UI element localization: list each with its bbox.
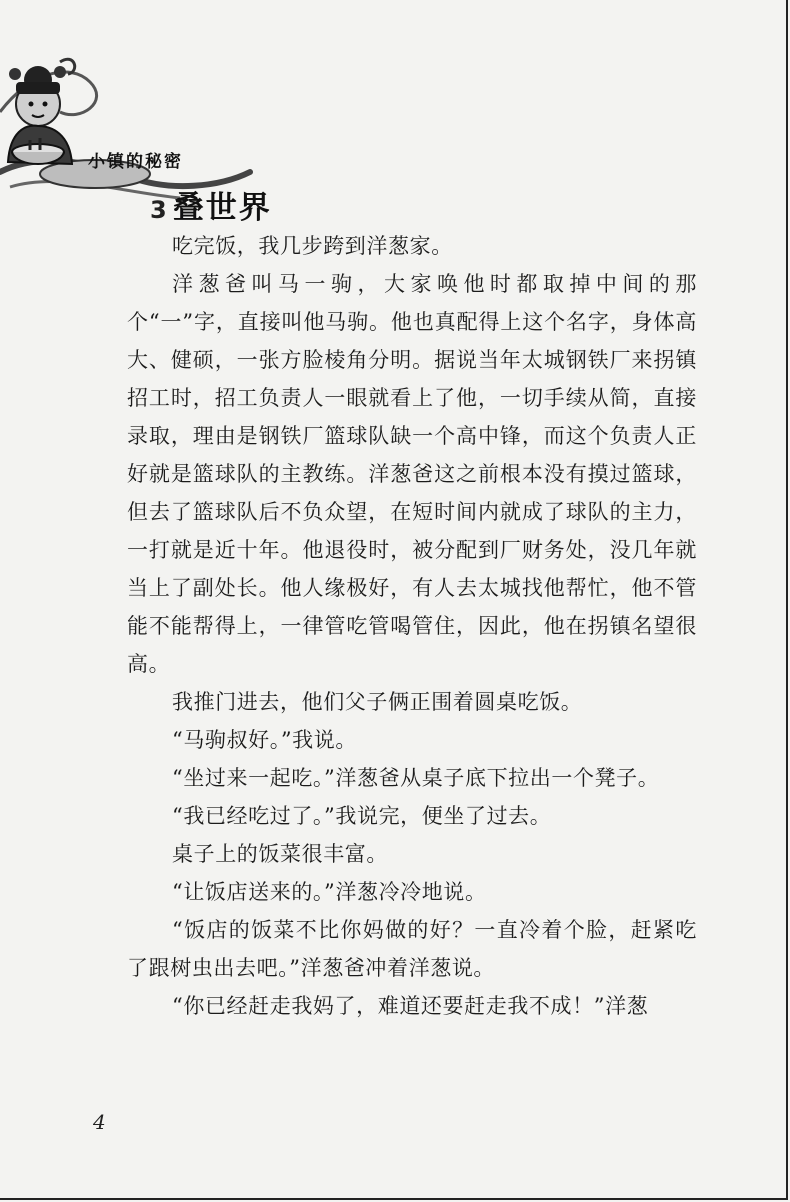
paragraph: “坐过来一起吃。”洋葱爸从桌子底下拉出一个凳子。 bbox=[172, 766, 660, 790]
paragraph: 洋葱爸叫马一驹，大家唤他时都取掉中间的那个“一”字，直接叫他马驹。他也真配得上这个名字，身体高大、健硕，一张方脸棱角分明。据说当年太城钢铁厂来拐镇招工时，招工负责人一眼就看上了他，一切手续从简，直接录取，理由是钢铁厂篮球队缺一个高中锋，而这个负责人正好就是篮球队的主教练。洋葱爸这之前根本没有摸过篮球，但去了篮球队后不负众望，在短时间内就成了球队的主力，一打就是近十年。他退役时，被分配到厂财务处，没几年就当上了副处长。他人缘极好，有人去太城找他帮忙，他不管能不能帮得上，一律管吃管喝管住，因此，他在拐镇名望很高。 bbox=[127, 272, 697, 676]
paragraph: “我已经吃过了。”我说完，便坐了过去。 bbox=[172, 804, 552, 828]
paragraph: 我推门进去，他们父子俩正围着圆桌吃饭。 bbox=[172, 690, 583, 714]
paragraph: “马驹叔好。”我说。 bbox=[172, 728, 357, 752]
subtitle-number: 3 bbox=[150, 196, 169, 224]
boy-with-bowl-illustration bbox=[0, 52, 300, 200]
book-subtitle bbox=[150, 182, 272, 227]
page-number: 4 bbox=[93, 1110, 106, 1134]
header-illustration bbox=[0, 52, 300, 226]
series-title: 小镇的秘密 bbox=[88, 152, 183, 172]
body-text bbox=[127, 227, 697, 1025]
paragraph: 吃完饭，我几步跨到洋葱家。 bbox=[172, 234, 453, 258]
paragraph: “你已经赶走我妈了，难道还要赶走我不成！”洋葱 bbox=[172, 994, 649, 1018]
paragraph: “让饭店送来的。”洋葱冷冷地说。 bbox=[172, 880, 487, 904]
paragraph: “饭店的饭菜不比你妈做的好？一直冷着个脸，赶紧吃了跟树虫出去吧。”洋葱爸冲着洋葱说。 bbox=[127, 918, 697, 980]
paragraph: 桌子上的饭菜很丰富。 bbox=[172, 842, 388, 866]
subtitle-text: 叠世界 bbox=[172, 190, 272, 226]
